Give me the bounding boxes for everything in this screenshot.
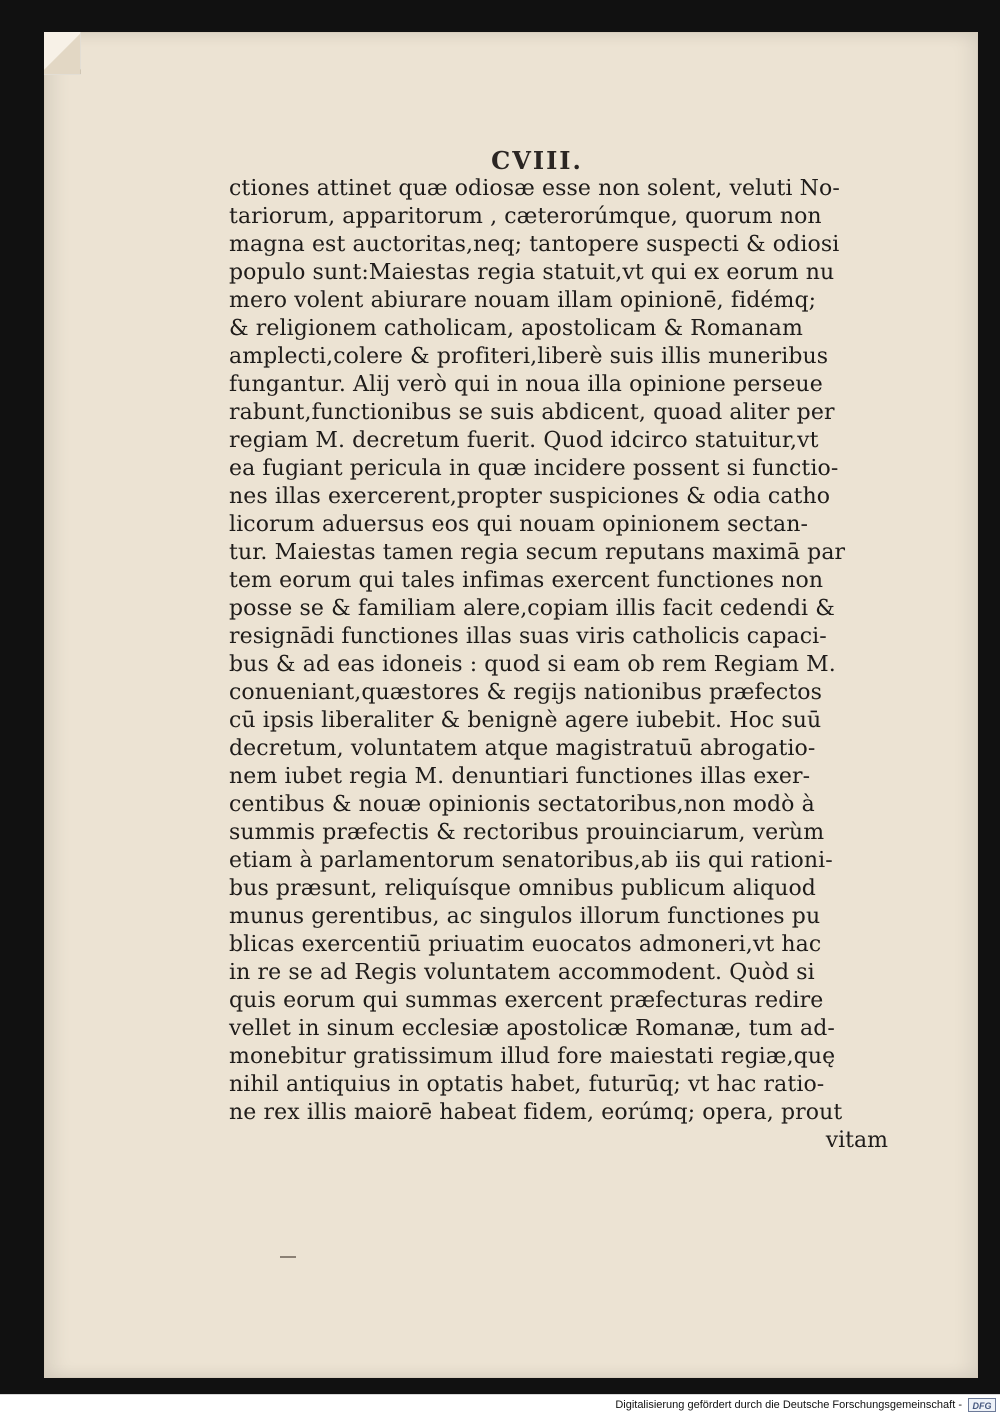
text-line: & religionem catholicam, apostolicam & Romanam bbox=[229, 316, 803, 341]
text-line: tariorum, apparitorum , cæterorúmque, quorum non bbox=[229, 204, 822, 229]
text-line: regiam M. decretum fuerit. Quod idcirco statuitur,vt bbox=[229, 428, 819, 453]
book-page bbox=[44, 32, 978, 1378]
catchword-row bbox=[229, 1127, 888, 1155]
main-text-block bbox=[229, 175, 888, 1155]
text-line: ctiones attinet quæ odiosæ esse non solent, veluti No- bbox=[229, 176, 840, 201]
text-line: blicas exercentiū priuatim euocatos admoneri,vt hac bbox=[229, 932, 822, 957]
text-line: licorum aduersus eos qui nouam opinionem sectan- bbox=[229, 512, 809, 537]
text-line: etiam à parlamentorum senatoribus,ab iis qui rationi- bbox=[229, 848, 833, 873]
text-line: decretum, voluntatem atque magistratuū abrogatio- bbox=[229, 736, 816, 761]
text-line: ea fugiant pericula in quæ incidere possent si functio- bbox=[229, 456, 839, 481]
text-line: quis eorum qui summas exercent præfecturas redire bbox=[229, 988, 824, 1013]
text-line: cū ipsis liberaliter & benignè agere iubebit. Hoc suū bbox=[229, 708, 822, 733]
text-line: amplecti,colere & profiteri,liberè suis illis muneribus bbox=[229, 344, 829, 369]
text-line: bus præsunt, reliquísque omnibus publicum aliquod bbox=[229, 876, 816, 901]
dfg-logo: DFG bbox=[968, 1398, 996, 1412]
text-line: nes illas exercerent,propter suspiciones & odia catho bbox=[229, 484, 831, 509]
text-line: rabunt,functionibus se suis abdicent, quoad aliter per bbox=[229, 400, 835, 425]
footer-credit: Digitalisierung gefördert durch die Deutsche Forschungsgemeinschaft - bbox=[615, 1399, 962, 1411]
text-line: vellet in sinum ecclesiæ apostolicæ Romanæ, tum ad- bbox=[229, 1016, 835, 1041]
text-line: nihil antiquius in optatis habet, futurūq; vt hac ratio- bbox=[229, 1072, 825, 1097]
text-line: conueniant,quæstores & regijs nationibus præfectos bbox=[229, 680, 822, 705]
digitization-footer bbox=[0, 1394, 1000, 1416]
page-mark bbox=[280, 1256, 296, 1258]
catchword: vitam bbox=[825, 1128, 888, 1153]
text-line: resignādi functiones illas suas viris catholicis capaci- bbox=[229, 624, 827, 649]
text-line: ne rex illis maiorē habeat fidem, eorúmq; opera, prout bbox=[229, 1100, 843, 1125]
text-line: tem eorum qui tales infimas exercent functiones non bbox=[229, 568, 824, 593]
text-line: populo sunt:Maiestas regia statuit,vt qui ex eorum nu bbox=[229, 260, 835, 285]
text-line: bus & ad eas idoneis : quod si eam ob rem Regiam M. bbox=[229, 652, 836, 677]
text-line: in re se ad Regis voluntatem accommodent. Quòd si bbox=[229, 960, 815, 985]
text-line: posse se & familiam alere,copiam illis facit cedendi & bbox=[229, 596, 835, 621]
text-line: summis præfectis & rectoribus prouinciarum, verùm bbox=[229, 820, 825, 845]
text-line: fungantur. Alij verò qui in noua illa opinione perseue bbox=[229, 372, 823, 397]
text-line: tur. Maiestas tamen regia secum reputans maximā par bbox=[229, 540, 846, 565]
text-line: mero volent abiurare nouam illam opinionē, fidémq; bbox=[229, 288, 817, 313]
page-number: CVIII. bbox=[491, 146, 583, 175]
text-line: centibus & nouæ opinionis sectatoribus,non modò à bbox=[229, 792, 815, 817]
text-line: monebitur gratissimum illud fore maiestati regiæ,quę bbox=[229, 1044, 836, 1069]
text-line: munus gerentibus, ac singulos illorum functiones pu bbox=[229, 904, 821, 929]
text-line: nem iubet regia M. denuntiari functiones illas exer- bbox=[229, 764, 811, 789]
text-line: magna est auctoritas,neq; tantopere suspecti & odiosi bbox=[229, 232, 840, 257]
